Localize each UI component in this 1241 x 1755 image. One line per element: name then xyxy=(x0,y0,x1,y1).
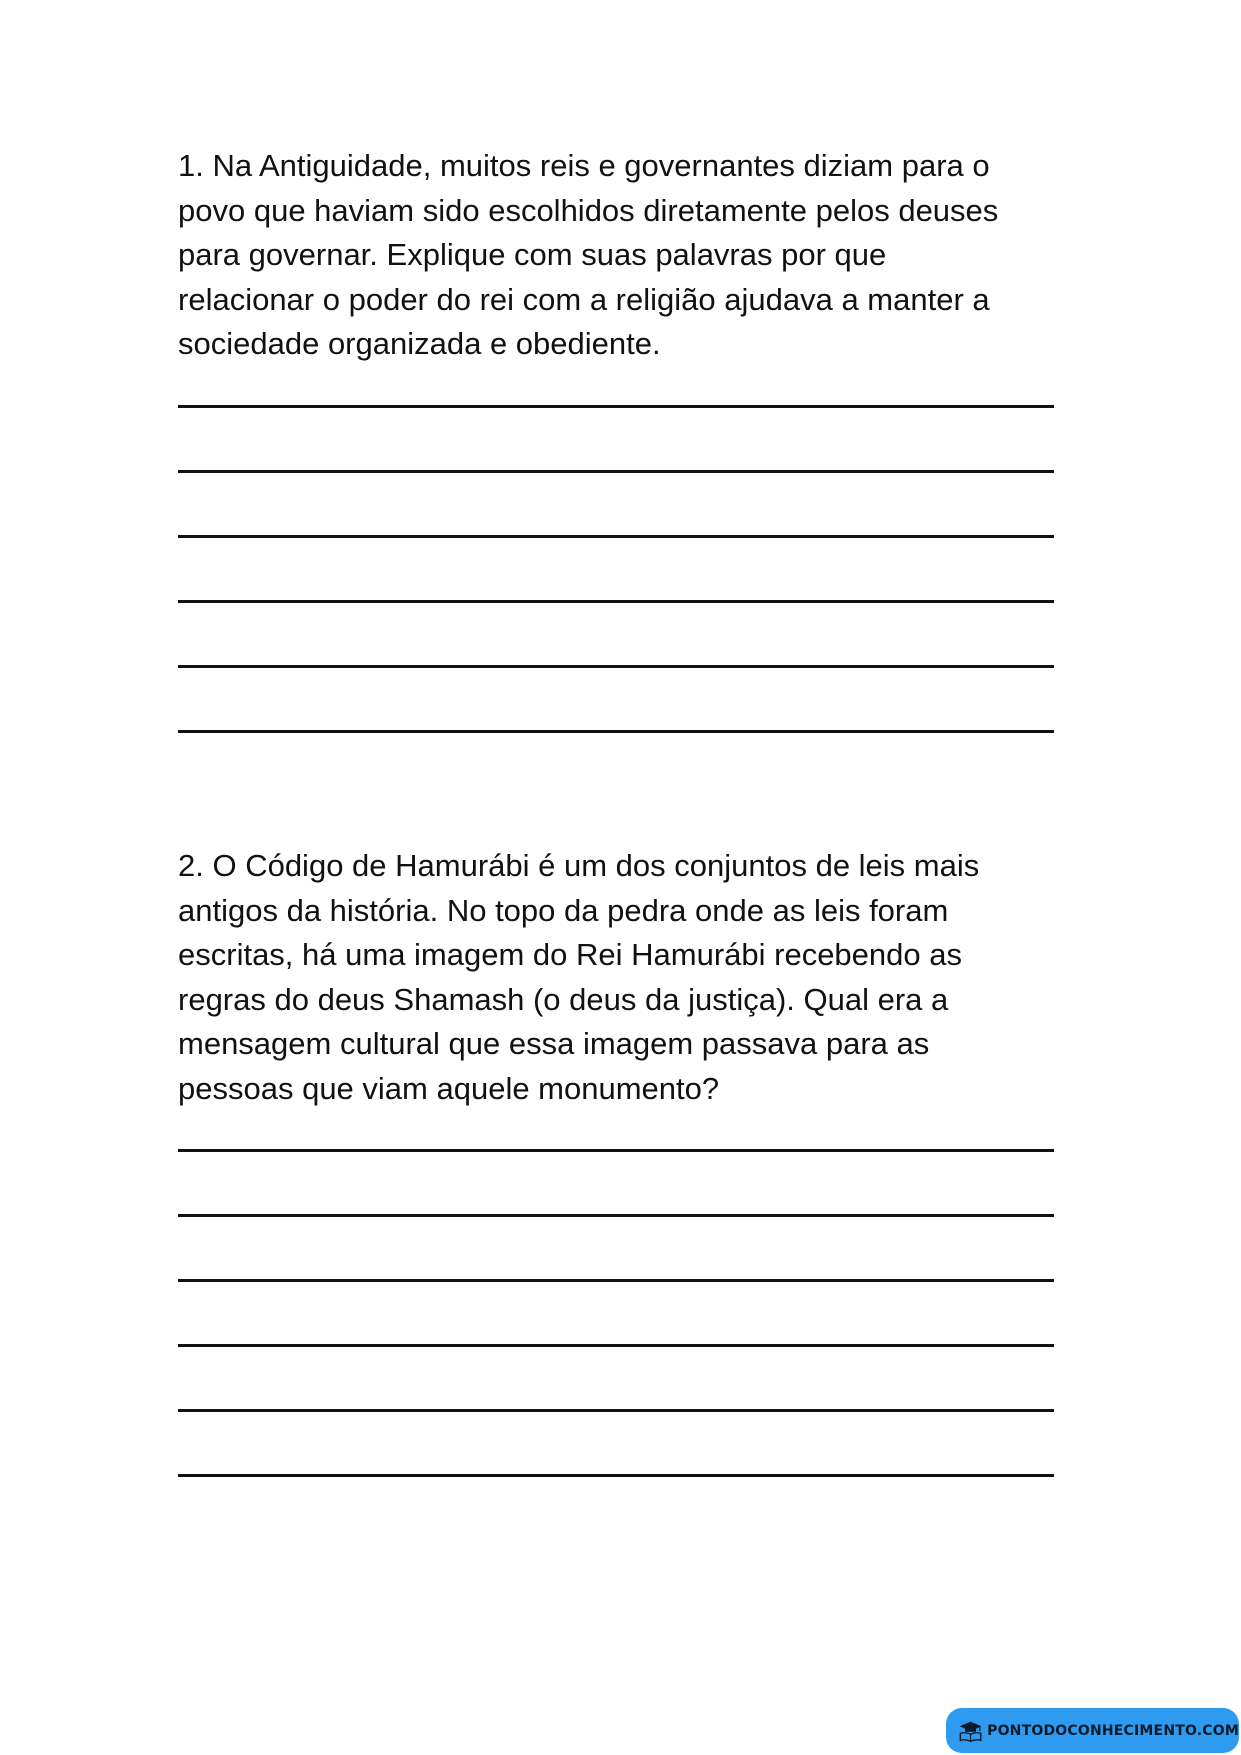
answer-line[interactable] xyxy=(178,535,1054,538)
question-1-answer-lines xyxy=(178,405,1078,733)
question-2-text: 2. O Código de Hamurábi é um dos conjuntos de leis mais antigos da história. No topo da pedra onde as leis foram escritas, há uma imagem do Rei Hamurábi recebendo as regras do deus Shamash (o deus da justiça). Qual era a mensagem cultural que essa imagem passava para as pessoas que viam aquele monumento? xyxy=(178,848,980,1106)
brand-badge[interactable] xyxy=(946,1708,1239,1753)
answer-line[interactable] xyxy=(178,730,1054,733)
brand-text: PONTODOCONHECIMENTO.COM xyxy=(987,1722,1239,1739)
graduation-book-icon xyxy=(958,1717,983,1745)
question-1 xyxy=(178,144,1078,795)
question-2 xyxy=(178,844,1078,1539)
answer-line[interactable] xyxy=(178,600,1054,603)
answer-line[interactable] xyxy=(178,665,1054,668)
answer-line[interactable] xyxy=(178,1214,1054,1217)
answer-line[interactable] xyxy=(178,1149,1054,1152)
answer-line[interactable] xyxy=(178,1279,1054,1282)
question-2-answer-lines xyxy=(178,1149,1078,1477)
answer-line[interactable] xyxy=(178,405,1054,408)
answer-line[interactable] xyxy=(178,470,1054,473)
answer-line[interactable] xyxy=(178,1344,1054,1347)
answer-line[interactable] xyxy=(178,1474,1054,1477)
question-1-text: 1. Na Antiguidade, muitos reis e governantes diziam para o povo que haviam sido escolhidos diretamente pelos deuses para governar. Explique com suas palavras por que relacionar o poder do rei com a religião ajudava a manter a sociedade organizada e obediente. xyxy=(178,148,999,361)
answer-line[interactable] xyxy=(178,1409,1054,1412)
